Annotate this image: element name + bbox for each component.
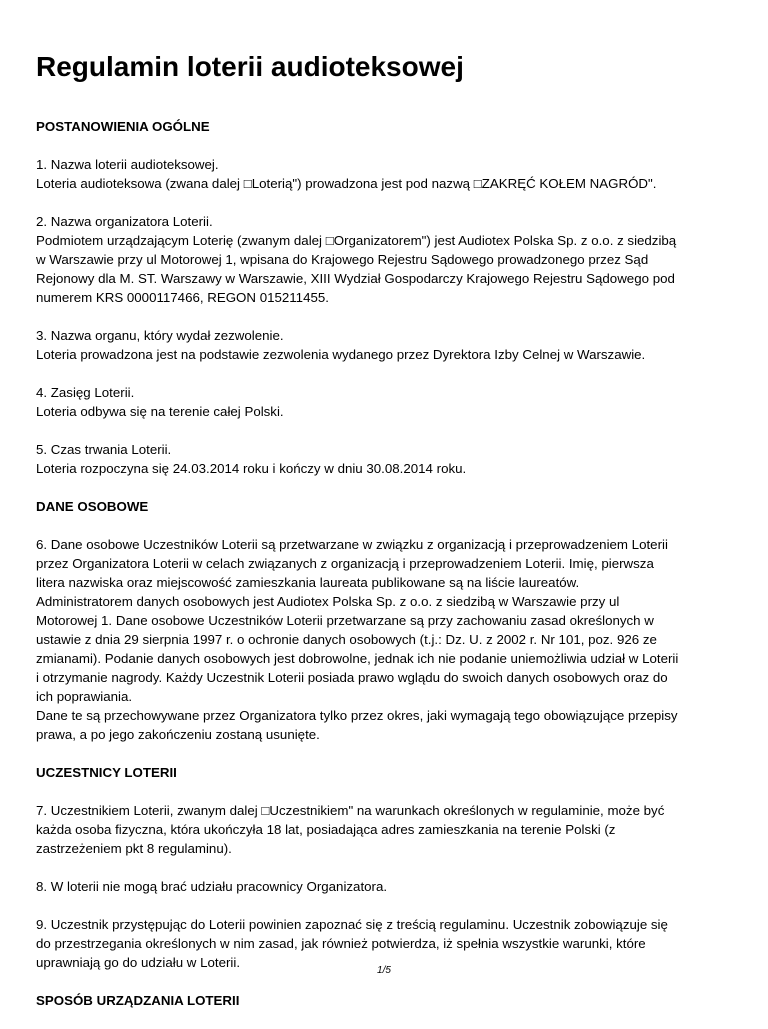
paragraph-line: Loteria odbywa się na terenie całej Polski. — [36, 404, 284, 419]
paragraph-line: ich poprawiania. — [36, 689, 133, 704]
paragraph — [36, 326, 726, 364]
paragraph-line: 3. Nazwa organu, który wydał zezwolenie. — [36, 328, 284, 343]
paragraph-line: 4. Zasięg Loterii. — [36, 385, 135, 400]
paragraph — [36, 383, 726, 421]
paragraph-line: 5. Czas trwania Loterii. — [36, 442, 172, 457]
paragraph-line: Administratorem danych osobowych jest Audiotex Polska Sp. z o.o. z siedzibą w Warszawie przy ul — [36, 594, 620, 609]
paragraph-line: 8. W loterii nie mogą brać udziału pracownicy Organizatora. — [36, 879, 388, 894]
paragraph — [36, 212, 726, 307]
paragraph-line: Dane te są przechowywane przez Organizatora tylko przez okres, jaki wymagają tego obowiązujące przepisy — [36, 708, 678, 723]
section-heading: UCZESTNICY LOTERII — [36, 765, 177, 780]
paragraph — [36, 535, 726, 744]
section-heading: DANE OSOBOWE — [36, 499, 149, 514]
paragraph-line: w Warszawie przy ul Motorowej 1, wpisana do Krajowego Rejestru Sądowego prowadzonego przez Sąd — [36, 252, 649, 267]
paragraph-line: 9. Uczestnik przystępując do Loterii powinien zapoznać się z treścią regulaminu. Uczestnik zobowiązuje się — [36, 917, 668, 932]
paragraph-line: uprawniają go do udziału w Loterii. — [36, 955, 241, 970]
paragraph-line: ustawie z dnia 29 sierpnia 1997 r. o ochronie danych osobowych (t.j.: Dz. U. z 2002 r. Nr 101, poz. 926 ze — [36, 632, 657, 647]
paragraph-line: litera nazwiska oraz miejscowość zamieszkania laureata publikowane są na liście laureatów. — [36, 575, 580, 590]
paragraph — [36, 440, 726, 478]
document-body — [36, 117, 726, 1029]
paragraph-line: 7. Uczestnikiem Loterii, zwanym dalej □Uczestnikiem" na warunkach określonych w regulaminie, może być — [36, 803, 665, 818]
paragraph-line: prawa, a po jego zakończeniu zostaną usunięte. — [36, 727, 320, 742]
paragraph-line: numerem KRS 0000117466, REGON 015211455. — [36, 290, 329, 305]
section-heading: SPOSÓB URZĄDZANIA LOTERII — [36, 993, 240, 1008]
paragraph-line: Loteria rozpoczyna się 24.03.2014 roku i kończy w dniu 30.08.2014 roku. — [36, 461, 467, 476]
paragraph-line: przez Organizatora Loterii w celach związanych z organizacją i przeprowadzeniem Loterii. Imię, pierwsza — [36, 556, 654, 571]
paragraph — [36, 155, 726, 193]
paragraph-line: Podmiotem urządzającym Loterię (zwanym dalej □Organizatorem") jest Audiotex Polska Sp. z o.o. z siedzibą — [36, 233, 677, 248]
paragraph-line: Rejonowy dla M. ST. Warszawy w Warszawie, XIII Wydział Gospodarczy Krajowego Rejestru Sądowego pod — [36, 271, 675, 286]
paragraph-line: Loteria prowadzona jest na podstawie zezwolenia wydanego przez Dyrektora Izby Celnej w Warszawie. — [36, 347, 646, 362]
paragraph-line: zastrzeżeniem pkt 8 regulaminu). — [36, 841, 232, 856]
paragraph-line: 6. Dane osobowe Uczestników Loterii są przetwarzane w związku z organizacją i przeprowadzeniem Loterii — [36, 537, 668, 552]
paragraph-line: zmianami). Podanie danych osobowych jest dobrowolne, jednak ich nie podanie uniemożliwia udział w Loterii — [36, 651, 679, 666]
paragraph-line: 2. Nazwa organizatora Loterii. — [36, 214, 213, 229]
document-title: Regulamin loterii audioteksowej — [36, 51, 464, 82]
paragraph-line: Loteria audioteksowa (zwana dalej □Loterią") prowadzona jest pod nazwą □ZAKRĘĆ KOŁEM NAGRÓD". — [36, 176, 657, 191]
paragraph — [36, 877, 726, 896]
page-number: 1/5 — [377, 965, 391, 976]
paragraph-line: 1. Nazwa loterii audioteksowej. — [36, 157, 219, 172]
paragraph-line: do przestrzegania określonych w nim zasad, jak również potwierdza, iż spełnia wszystkie warunki, które — [36, 936, 646, 951]
paragraph-line: i otrzymanie nagrody. Każdy Uczestnik Loterii posiada prawo wglądu do swoich danych osobowych oraz do — [36, 670, 668, 685]
paragraph-line: każda osoba fizyczna, która ukończyła 18 lat, posiadająca adres zamieszkania na terenie Polski (z — [36, 822, 616, 837]
paragraph — [36, 915, 726, 972]
section-heading: POSTANOWIENIA OGÓLNE — [36, 119, 210, 134]
paragraph — [36, 801, 726, 858]
paragraph-line: Motorowej 1. Dane osobowe Uczestników Loterii przetwarzane są przy zachowaniu zasad określonych w — [36, 613, 654, 628]
